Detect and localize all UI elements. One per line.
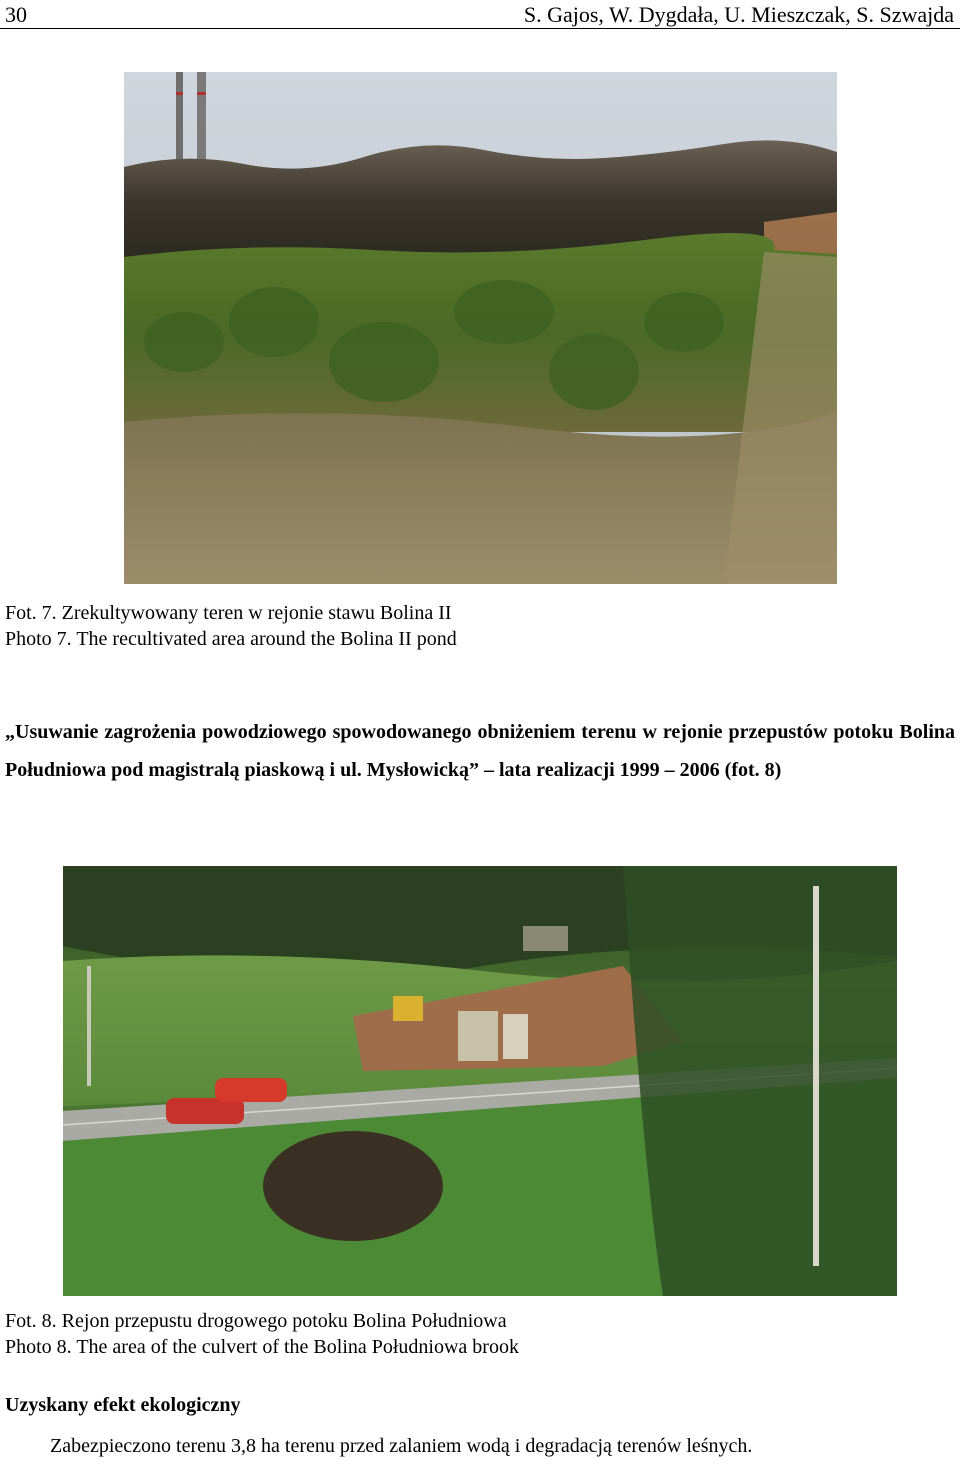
photo7-caption-polish: Fot. 7. Zrekultywowany teren w rejonie stawu Bolina II <box>5 602 452 624</box>
page-number: 30 <box>5 2 27 27</box>
photo-culvert-area <box>63 866 897 1296</box>
section-heading-ecological-effect: Uzyskany efekt ekologiczny <box>5 1394 241 1416</box>
photo7-caption-english: Photo 7. The recultivated area around the Bolina II pond <box>5 628 457 650</box>
section-heading-flood-risk: „Usuwanie zagrożenia powodziowego spowodowanego obniżeniem terenu w rejonie przepustów potoku Bolina Południowa pod magistralą piaskową i ul. Mysłowicką” – lata realizacji 1999 – 2006 (fot. 8) <box>5 721 955 781</box>
photo-recultivated-area <box>124 72 837 584</box>
photo8-caption-english: Photo 8. The area of the culvert of the Bolina Południowa brook <box>5 1336 519 1358</box>
running-header-authors: S. Gajos, W. Dygdała, U. Mieszczak, S. Szwajda <box>523 2 954 27</box>
header-rule <box>0 28 960 29</box>
photo8-caption-polish: Fot. 8. Rejon przepustu drogowego potoku Bolina Południowa <box>5 1310 507 1332</box>
ecological-effect-text: Zabezpieczono terenu 3,8 ha terenu przed zalaniem wodą i degradacją terenów leśnych. <box>50 1435 753 1457</box>
